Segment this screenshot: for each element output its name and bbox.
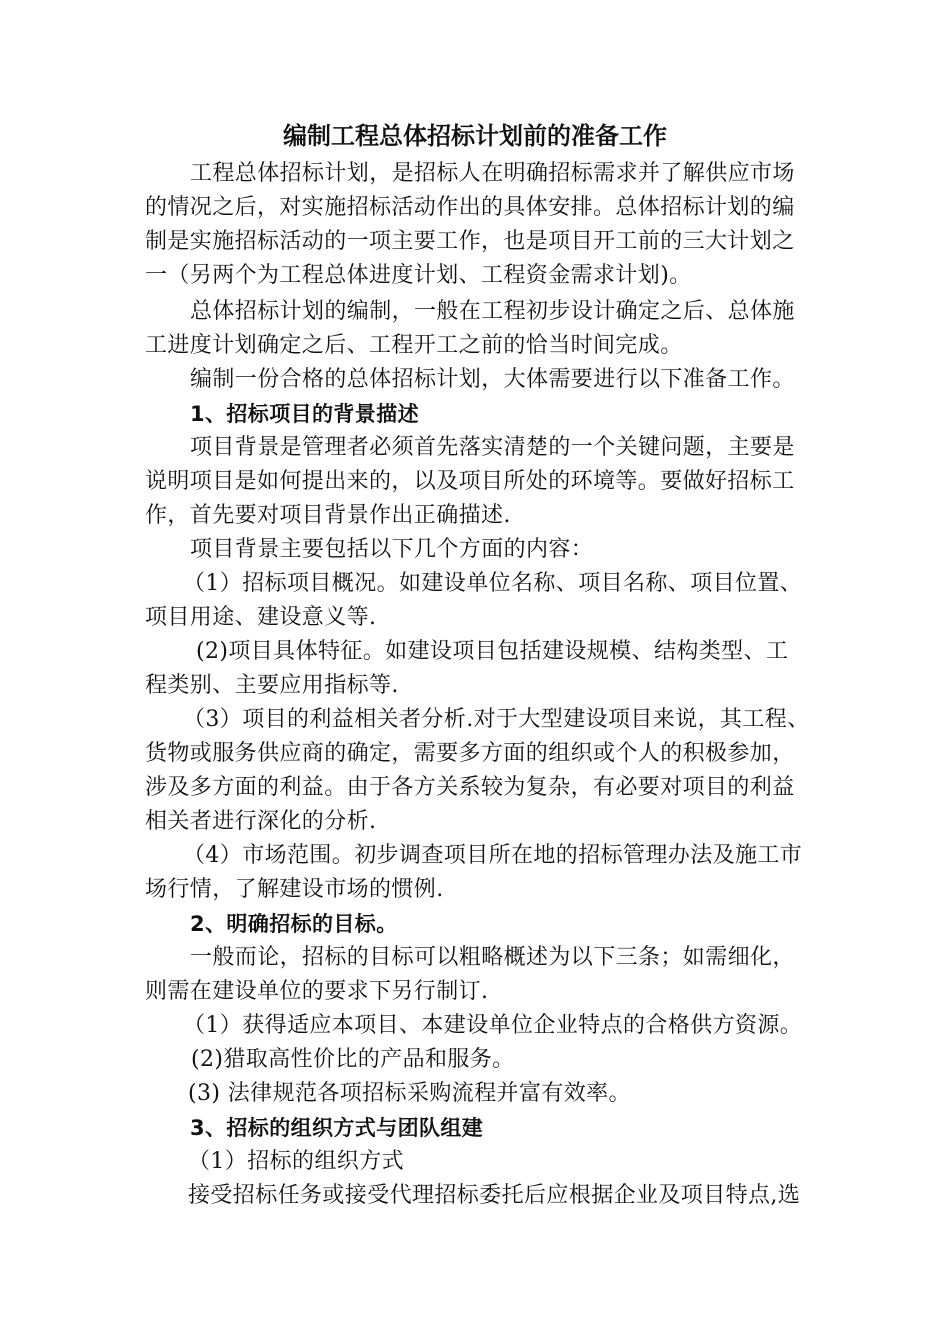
paragraph-line: 程类别、主要应用指标等. [145,673,399,698]
paragraph-line: 说明项目是如何提出来的，以及项目所处的环境等。要做好招标工 [145,469,795,494]
list-item-line: （4）市场范围。初步调查项目所在地的招标管理办法及施工市 [183,843,803,868]
list-item-line: （3）项目的利益相关者分析.对于大型建设项目来说，其工程、 [183,707,810,732]
list-item-line: (2)猎取高性价比的产品和服务。 [191,1047,515,1072]
paragraph-line: 作，首先要对项目背景作出正确描述. [145,503,511,528]
paragraph-line: 接受招标任务或接受代理招标委托后应根据企业及项目特点,选 [188,1183,801,1208]
paragraph-line: 项目背景是管理者必须首先落实清楚的一个关键问题，主要是 [190,435,795,460]
paragraph-line: 制是实施招标活动的一项主要工作，也是项目开工前的三大计划之 [145,229,795,254]
paragraph-line: 一（另两个为工程总体进度计划、工程资金需求计划)。 [145,263,692,288]
paragraph-line: 则需在建设单位的要求下另行制订. [145,979,489,1004]
paragraph-line: 场行情，了解建设市场的惯例. [145,877,444,902]
paragraph-line: 的情况之后，对实施招标活动作出的具体安排。总体招标计划的编 [145,195,795,220]
section-heading: 3、招标的组织方式与团队组建 [190,1116,484,1140]
paragraph-line: 一般而论，招标的目标可以粗略概述为以下三条；如需细化， [190,945,795,970]
list-item-line: (3) 法律规范各项招标采购流程并富有效率。 [188,1081,631,1106]
paragraph-line: 相关者进行深化的分析. [145,809,377,834]
paragraph-line: 总体招标计划的编制，一般在工程初步设计确定之后、总体施 [190,299,795,324]
list-item-line: （1）获得适应本项目、本建设单位企业特点的合格供方资源。 [183,1013,803,1038]
paragraph-line: 项目用途、建设意义等. [145,605,377,630]
list-item-line: (2)项目具体特征。如建设项目包括建设规模、结构类型、工 [196,639,789,664]
paragraph-line: 工程总体招标计划，是招标人在明确招标需求并了解供应市场 [190,161,795,186]
subsection-line: （1）招标的组织方式 [188,1149,404,1174]
paragraph-line: 编制一份合格的总体招标计划，大体需要进行以下准备工作。 [190,367,795,392]
document-title: 编制工程总体招标计划前的准备工作 [283,122,667,150]
section-heading: 1、招标项目的背景描述 [190,402,420,426]
paragraph-line: 货物或服务供应商的确定，需要多方面的组织或个人的积极参加， [145,741,795,766]
paragraph-line: 工进度计划确定之后、工程开工之前的恰当时间完成。 [145,333,683,358]
paragraph-line: 涉及多方面的利益。由于各方关系较为复杂，有必要对项目的利益 [145,775,795,800]
list-item-line: （1）招标项目概况。如建设单位名称、项目名称、项目位置、 [183,571,803,596]
paragraph-line: 项目背景主要包括以下几个方面的内容： [190,537,594,562]
section-heading: 2、明确招标的目标。 [190,912,398,936]
